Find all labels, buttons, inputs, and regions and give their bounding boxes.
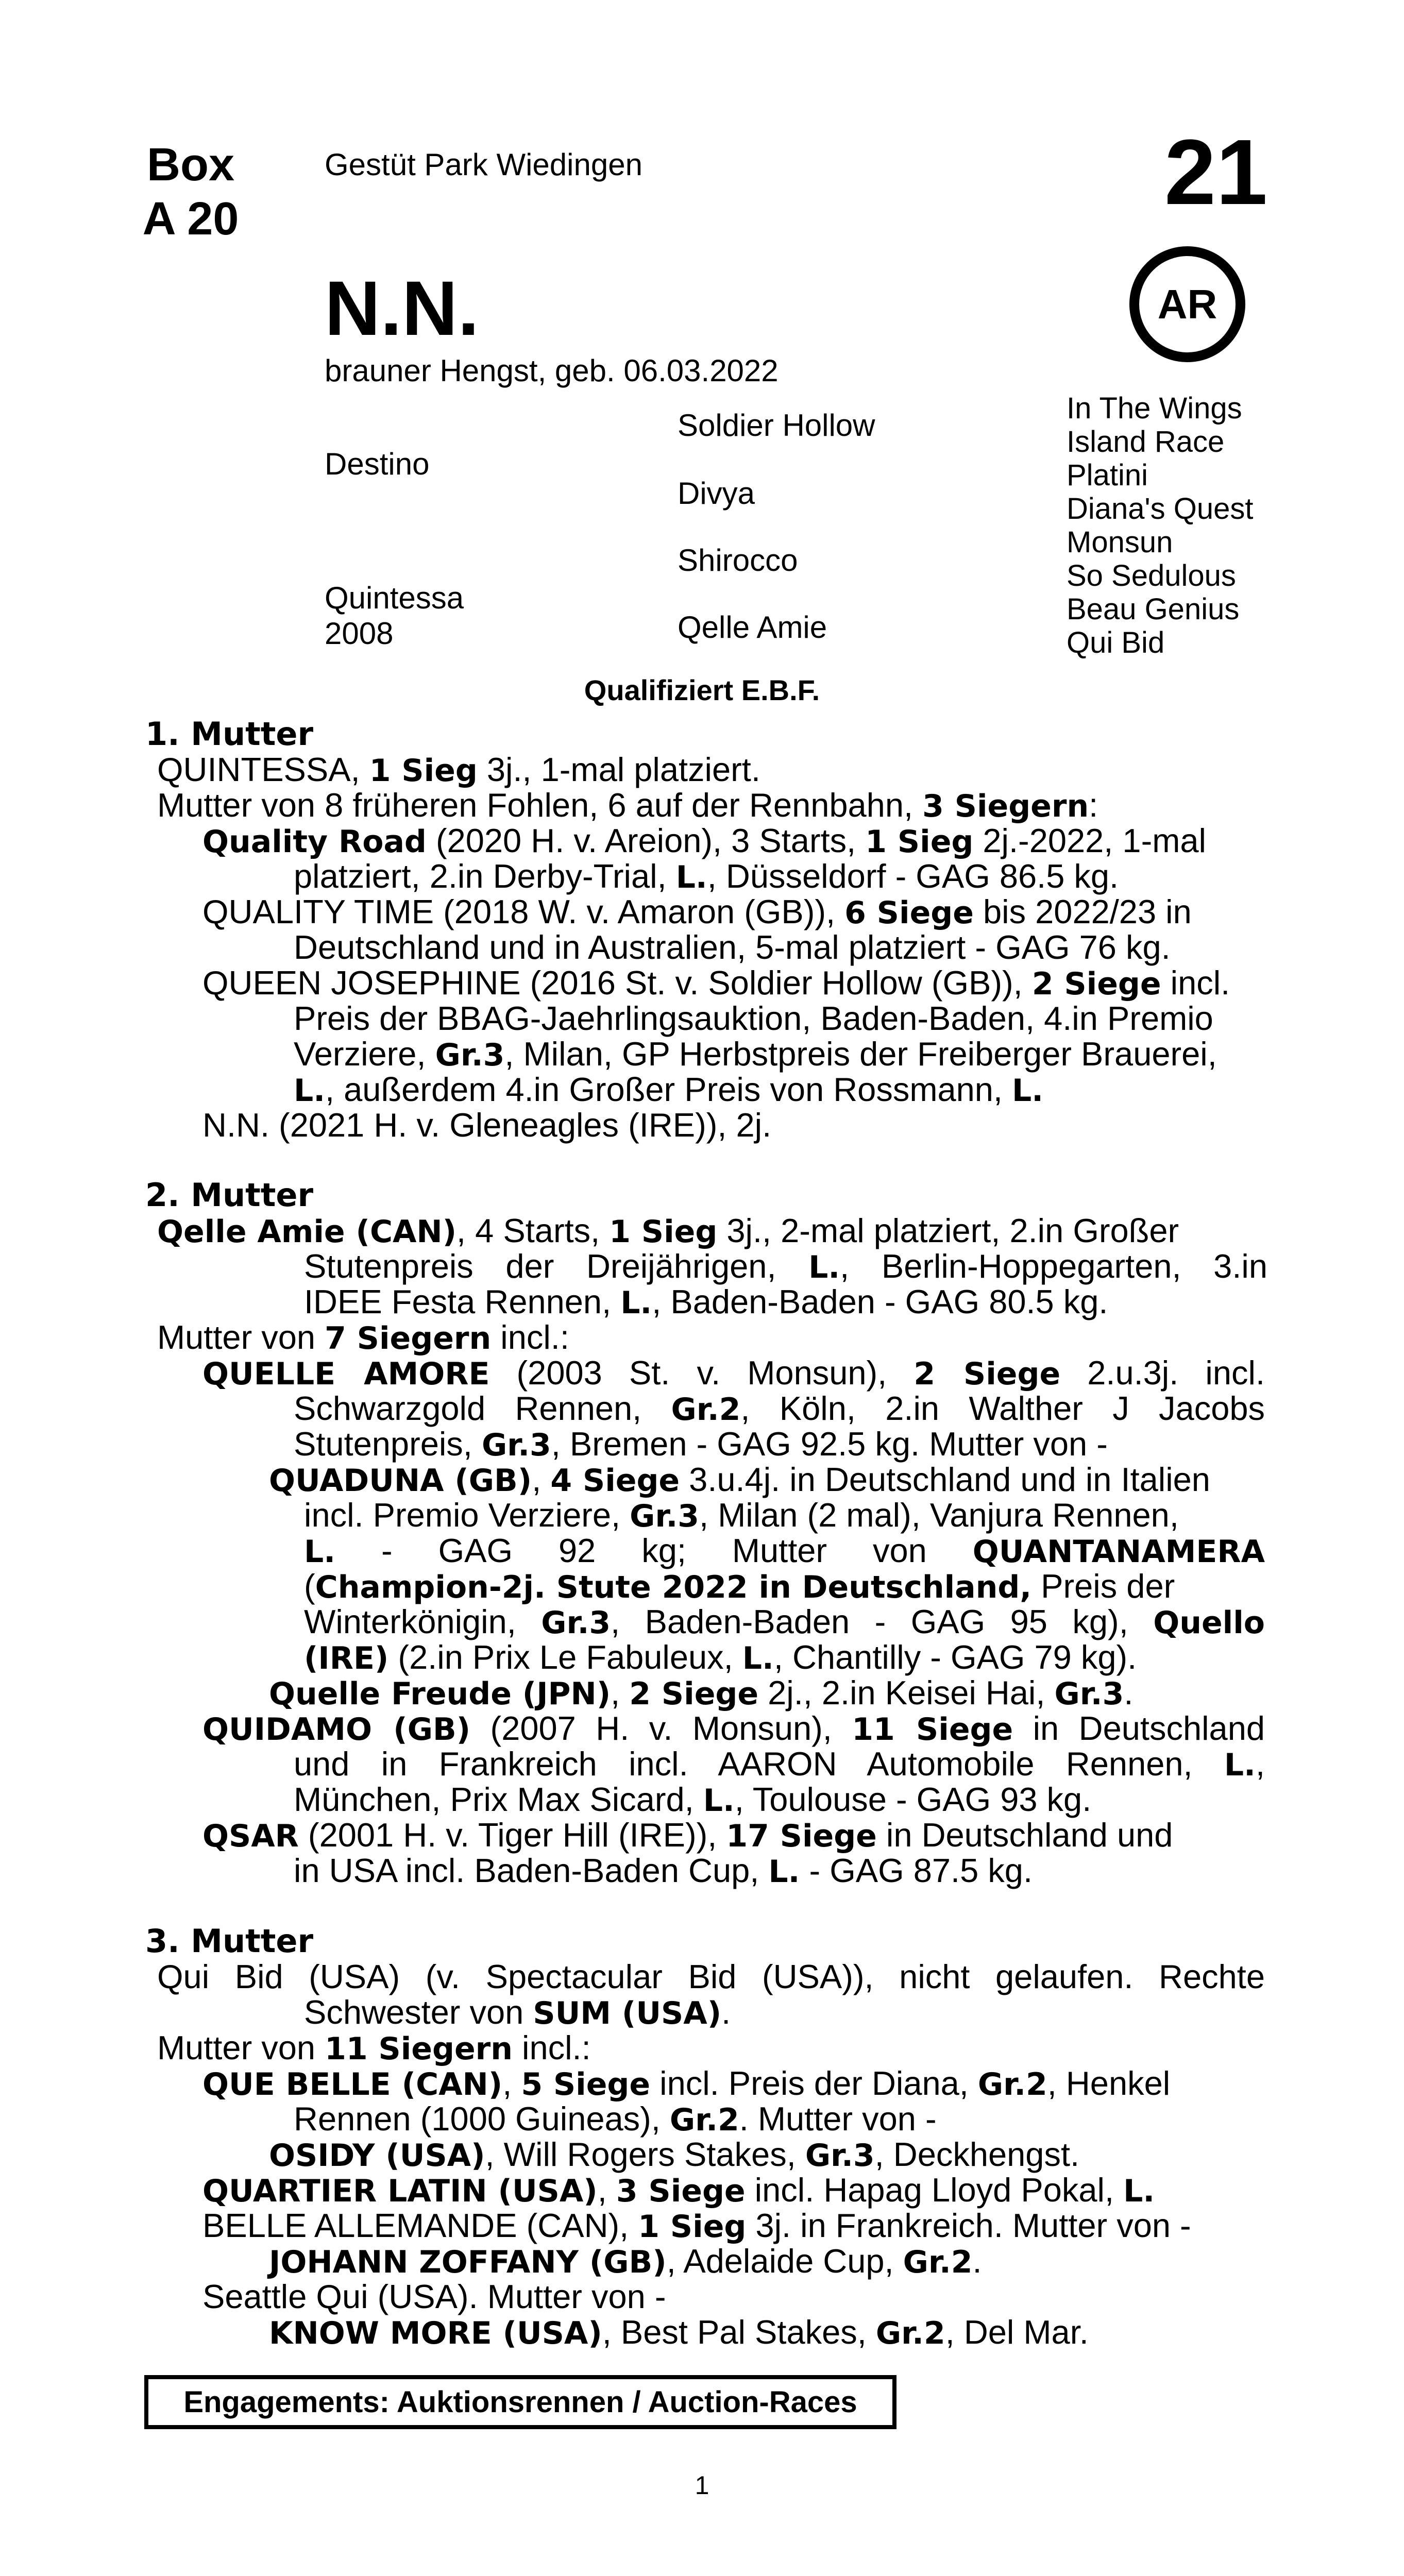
ar-badge-label: AR (1157, 281, 1217, 327)
ar-badge-icon (1129, 246, 1245, 362)
second-dam-line: Quelle Freude (JPN), 2 Siege 2j., 2.in Keisei Hai, Gr.3. (269, 1674, 1134, 1712)
first-dam-line: platziert, 2.in Derby-Trial, L., Düsseldorf - GAG 86.5 kg. (294, 857, 1119, 895)
grandparent: So Sedulous (1067, 559, 1236, 592)
page-number: 1 (695, 2471, 709, 2500)
first-dam-line: QUALITY TIME (2018 W. v. Amaron (GB)), 6 Siege bis 2022/23 in (202, 893, 1192, 931)
second-dam-line: (Champion-2j. Stute 2022 in Deutschland, Preis der (304, 1567, 1175, 1605)
third-dam-line: Seattle Qui (USA). Mutter von - (202, 2278, 666, 2315)
second-dam-line: München, Prix Max Sicard, L., Toulouse - GAG 93 kg. (294, 1781, 1092, 1819)
horse-description: brauner Hengst, geb. 06.03.2022 (325, 353, 779, 388)
third-dam-line: Rennen (1000 Guineas), Gr.2. Mutter von - (294, 2100, 937, 2138)
grandparent: Island Race (1067, 425, 1225, 459)
pedigree-dam-dam: Qelle Amie (678, 610, 827, 645)
second-dam-line: in USA incl. Baden-Baden Cup, L. - GAG 87.5 kg. (294, 1852, 1033, 1890)
section-title-second-dam: 2. Mutter (145, 1176, 314, 1214)
pedigree-grandparents (1067, 392, 1253, 659)
second-dam-line: QUELLE AMORE (2003 St. v. Monsun), 2 Siege 2.u.3j. incl. (202, 1354, 1265, 1392)
engagements-box (144, 2375, 896, 2429)
third-dam-line: Mutter von 11 Siegern incl.: (157, 2029, 591, 2067)
first-dam-line: Deutschland und in Australien, 5-mal platziert - GAG 76 kg. (294, 928, 1171, 966)
first-dam-line: QUINTESSA, 1 Sieg 3j., 1-mal platziert. (157, 751, 760, 789)
breeder-name: Gestüt Park Wiedingen (325, 147, 642, 182)
section-title-third-dam: 3. Mutter (145, 1922, 314, 1960)
first-dam-line: Preis der BBAG-Jaehrlingsauktion, Baden-Baden, 4.in Premio (294, 999, 1213, 1037)
third-dam-line: QUARTIER LATIN (USA), 3 Siege incl. Hapag Lloyd Pokal, L. (202, 2171, 1155, 2209)
section-title-first-dam: 1. Mutter (145, 715, 314, 753)
second-dam-line: Stutenpreis der Dreijährigen, L., Berlin-Hoppegarten, 3.in (304, 1247, 1267, 1285)
second-dam-line: (IRE) (2.in Prix Le Fabuleux, L., Chantilly - GAG 79 kg). (304, 1638, 1137, 1676)
pedigree-dam: Quintessa (325, 581, 464, 615)
grandparent: Qui Bid (1067, 626, 1165, 659)
second-dam-line: QUIDAMO (GB) (2007 H. v. Monsun), 11 Siege in Deutschland (202, 1709, 1265, 1748)
grandparent: Platini (1067, 459, 1148, 492)
second-dam-line: und in Frankreich incl. AARON Automobile Rennen, L., (294, 1745, 1265, 1783)
second-dam-line: Qelle Amie (CAN), 4 Starts, 1 Sieg 3j., 2-mal platziert, 2.in Großer (157, 1212, 1179, 1250)
pedigree-dam-year: 2008 (325, 616, 394, 651)
second-dam-line: incl. Premio Verziere, Gr.3, Milan (2 mal), Vanjura Rennen, (304, 1496, 1179, 1534)
qualification: Qualifiziert E.B.F. (584, 674, 820, 706)
third-dam-line: QUE BELLE (CAN), 5 Siege incl. Preis der Diana, Gr.2, Henkel (202, 2064, 1171, 2103)
second-dam-line: Schwarzgold Rennen, Gr.2, Köln, 2.in Walther J Jacobs (294, 1389, 1265, 1428)
second-dam-line: QUADUNA (GB), 4 Siege 3.u.4j. in Deutschland und in Italien (269, 1461, 1210, 1499)
second-dam-line: Stutenpreis, Gr.3, Bremen - GAG 92.5 kg. Mutter von - (294, 1425, 1108, 1463)
box-number: A 20 (142, 193, 239, 245)
second-dam-line: IDEE Festa Rennen, L., Baden-Baden - GAG 80.5 kg. (304, 1283, 1108, 1321)
box-title: Box (146, 139, 235, 191)
second-dam-line: QSAR (2001 H. v. Tiger Hill (IRE)), 17 Siege in Deutschland und (202, 1816, 1173, 1854)
grandparent: Diana's Quest (1067, 492, 1254, 526)
third-dam-line: JOHANN ZOFFANY (GB), Adelaide Cup, Gr.2. (269, 2242, 982, 2280)
first-dam-line: Verziere, Gr.3, Milan, GP Herbstpreis der Freiberger Brauerei, (294, 1035, 1217, 1073)
second-dam-line: Winterkönigin, Gr.3, Baden-Baden - GAG 95 kg), Quello (304, 1603, 1265, 1641)
pedigree-sire: Destino (325, 447, 430, 481)
box-label (139, 138, 242, 246)
first-dam-line: Quality Road (2020 H. v. Areion), 3 Starts, 1 Sieg 2j.-2022, 1-mal (202, 822, 1206, 860)
first-dam-line: L., außerdem 4.in Großer Preis von Rossmann, L. (294, 1071, 1044, 1109)
pedigree-dam-sire: Shirocco (678, 543, 798, 578)
first-dam-line: QUEEN JOSEPHINE (2016 St. v. Soldier Hollow (GB)), 2 Siege incl. (202, 964, 1230, 1002)
third-dam-line: KNOW MORE (USA), Best Pal Stakes, Gr.2, Del Mar. (269, 2313, 1089, 2351)
first-dam-line: N.N. (2021 H. v. Gleneagles (IRE)), 2j. (202, 1106, 772, 1144)
third-dam-line: Qui Bid (USA) (v. Spectacular Bid (USA)), nicht gelaufen. Rechte (157, 1958, 1265, 1995)
pedigree-sire-sire: Soldier Hollow (678, 408, 875, 443)
grandparent: Monsun (1067, 526, 1173, 559)
second-dam-line: L. - GAG 92 kg; Mutter von QUANTANAMERA (304, 1532, 1265, 1570)
third-dam-line: OSIDY (USA), Will Rogers Stakes, Gr.3, Deckhengst. (269, 2136, 1080, 2174)
horse-name: N.N. (325, 265, 479, 351)
pedigree-sire-dam: Divya (678, 476, 755, 511)
first-dam-line: Mutter von 8 früheren Fohlen, 6 auf der Rennbahn, 3 Siegern: (157, 786, 1098, 824)
lot-number: 21 (1164, 121, 1268, 224)
second-dam-line: Mutter von 7 Siegern incl.: (157, 1318, 569, 1357)
engagements-label: Engagements: Auktionsrennen / Auction-Races (183, 2385, 857, 2419)
grandparent: In The Wings (1067, 392, 1242, 425)
third-dam-line: Schwester von SUM (USA). (304, 1993, 731, 2031)
third-dam-line: BELLE ALLEMANDE (CAN), 1 Sieg 3j. in Frankreich. Mutter von - (202, 2207, 1191, 2245)
grandparent: Beau Genius (1067, 592, 1240, 626)
